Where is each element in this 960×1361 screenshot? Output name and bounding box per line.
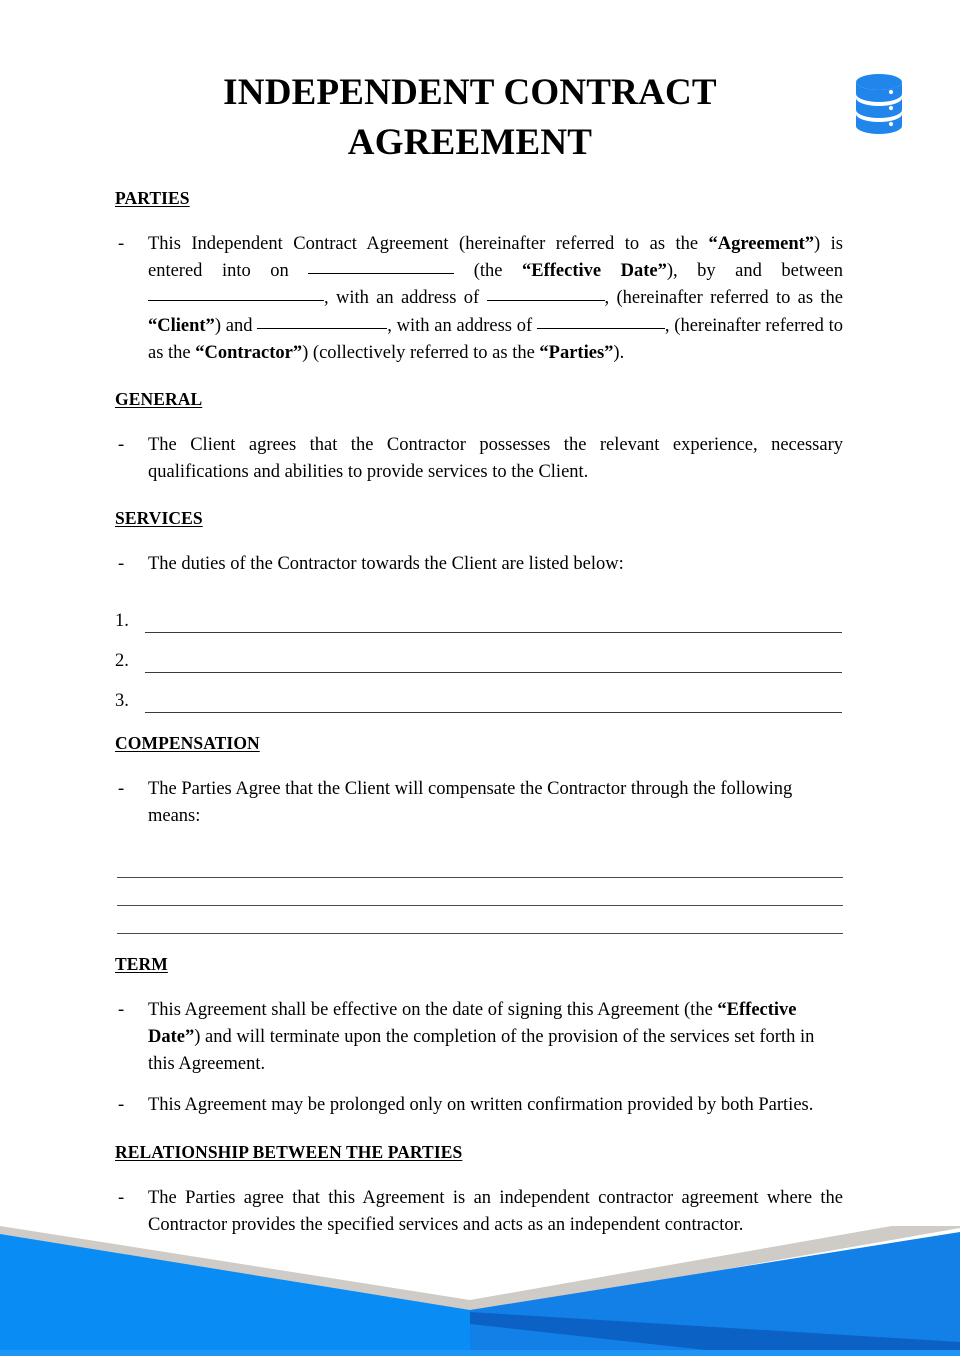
service-number-2: 2.	[115, 651, 129, 671]
service-number-1: 1.	[115, 611, 129, 631]
blank-contractor-name[interactable]	[257, 315, 387, 329]
parties-text-k: , with an address of	[387, 315, 537, 336]
parties-text-h: , (hereinafter referred to as the	[604, 288, 843, 309]
parties-text-p: ).	[613, 342, 625, 363]
parties-text-n: ) (collectively referred to as the	[302, 342, 540, 363]
parties-text	[148, 231, 843, 367]
heading-relationship: RELATIONSHIP BETWEEN THE PARTIES	[115, 1141, 463, 1162]
general-paragraph	[115, 432, 843, 486]
service-item-1	[115, 593, 843, 633]
database-icon	[850, 72, 908, 140]
services-text: The duties of the Contractor towards the Client are listed below:	[148, 554, 624, 575]
service-item-3	[115, 673, 843, 713]
compensation-text: The Parties Agree that the Client will compensate the Contractor through the following means:	[148, 778, 793, 826]
heading-term: TERM	[115, 953, 168, 974]
blank-contractor-address[interactable]	[537, 315, 665, 329]
term-parties: “Parties”	[539, 342, 614, 363]
bullet-marker: -	[118, 434, 125, 455]
term-paragraph-2	[115, 1092, 843, 1119]
parties-text-j: ) and	[214, 315, 258, 336]
compensation-blank-2[interactable]	[117, 904, 843, 906]
document-body	[115, 188, 843, 1239]
compensation-paragraph	[115, 776, 843, 830]
bullet-marker: -	[118, 1187, 125, 1208]
title-line-1: INDEPENDENT CONTRACT	[223, 72, 717, 113]
compensation-blank-2-row	[115, 878, 843, 906]
bullet-marker: -	[118, 999, 125, 1020]
blank-effective-date[interactable]	[308, 260, 454, 274]
parties-paragraph	[115, 231, 843, 367]
term-paragraph-1	[115, 997, 843, 1079]
heading-compensation: COMPENSATION	[115, 732, 260, 753]
bullet-marker: -	[118, 778, 125, 799]
heading-general: GENERAL	[115, 388, 203, 409]
page-title	[150, 68, 790, 168]
bullet-marker: -	[118, 554, 125, 575]
service-blank-3[interactable]	[145, 690, 842, 713]
blank-client-address[interactable]	[487, 287, 605, 301]
parties-text-f: ), by and between	[666, 261, 844, 282]
term-text-1	[148, 997, 843, 1079]
parties-text-d: (the	[454, 261, 523, 282]
service-number-3: 3.	[115, 691, 129, 711]
parties-text-g: , with an address of	[324, 288, 487, 309]
general-text: The Client agrees that the Contractor possesses the relevant experience, necessary qualifications and abilities to provide services to the Client.	[148, 434, 843, 483]
footer-bottom-strip	[0, 1350, 960, 1356]
term-contractor: “Contractor”	[195, 342, 303, 363]
parties-text-l: , (hereinafter referred to as the	[148, 315, 844, 363]
term-agreement: “Agreement”	[708, 234, 815, 254]
title-line-2: AGREEMENT	[347, 121, 593, 163]
bullet-marker: -	[118, 234, 125, 254]
term-text-2: This Agreement may be prolonged only on written confirmation provided by both Parties.	[148, 1095, 814, 1116]
term-text-1c: ) and will terminate upon the completion of the provision of the services set forth in this Agreement.	[148, 1027, 815, 1075]
blank-client-name[interactable]	[148, 287, 324, 301]
term-client: “Client”	[148, 315, 215, 336]
heading-services: SERVICES	[115, 508, 203, 529]
compensation-blank-1-row	[115, 850, 843, 878]
relationship-text: The Parties agree that this Agreement is an independent contractor agreement where the Contractor provides the specified services and acts as an independent contractor.	[148, 1187, 843, 1235]
term-text-1a: This Agreement shall be effective on the date of signing this Agreement (the	[148, 999, 718, 1020]
term-effective-date: “Effective Date”	[522, 261, 667, 282]
compensation-blank-1[interactable]	[117, 876, 843, 878]
service-blank-1[interactable]	[145, 610, 842, 633]
services-paragraph	[115, 551, 843, 578]
parties-text-a: This Independent Contract Agreement (hereinafter referred to as the	[148, 234, 709, 254]
service-item-2	[115, 633, 843, 673]
compensation-blank-3[interactable]	[117, 932, 843, 934]
service-blank-2[interactable]	[145, 650, 842, 673]
heading-parties: PARTIES	[115, 188, 190, 208]
term-effective-date-2: “Effective Date”	[148, 999, 797, 1048]
compensation-blank-3-row	[115, 906, 843, 934]
parties-text-c: ) is entered into on	[148, 234, 843, 282]
footer-decoration	[0, 1226, 960, 1356]
bullet-marker: -	[118, 1095, 125, 1116]
